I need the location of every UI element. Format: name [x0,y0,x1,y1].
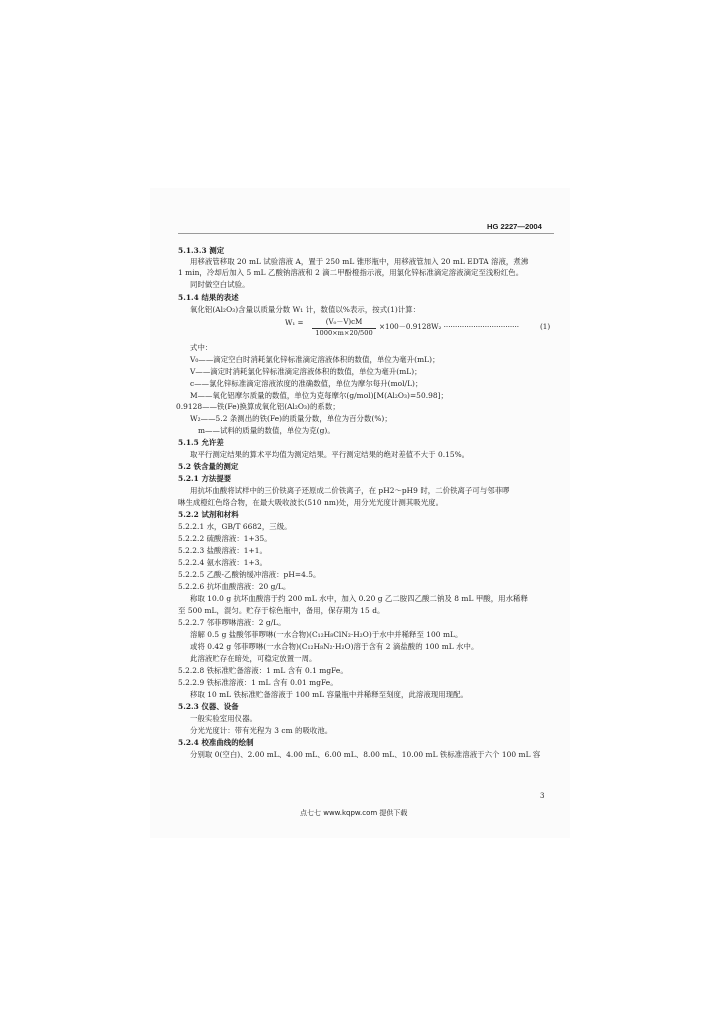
body-text-line: 氧化铝(Al₂O₃)含量以质量分数 W₁ 计，数值以%表示，按式(1)计算： [190,305,421,314]
body-text-line: 分光光度计：带有光程为 3 cm 的吸收池。 [190,726,333,735]
section-heading: 5.1.3.3 测定 [178,246,225,255]
body-text-line: 5.2.2.6 抗坏血酸溶液：20 g/L。 [178,582,291,591]
body-text-line: 一般实验室用仪器。 [190,714,257,723]
body-text-line: 至 500 mL，混匀。贮存于棕色瓶中，备用，保存期为 15 d。 [178,606,385,615]
body-text-line: 5.2.2.9 铁标准溶液：1 mL 含有 0.01 mgFe。 [178,678,338,687]
section-heading: 5.2.4 校准曲线的绘制 [178,738,254,747]
body-text-line: 5.2.2.8 铁标准贮备溶液：1 mL 含有 0.1 mgFe。 [178,666,348,675]
section-heading: 5.1.4 结果的表述 [178,293,239,302]
body-text-line: 5.2.2.7 邻菲啰啉溶液：2 g/L。 [178,618,286,627]
body-text-line: 溶解 0.5 g 盐酸邻菲啰啉(一水合物)(C₁₂H₈ClN₂·H₂O)于水中并稀释至 100 mL。 [190,630,463,639]
body-text-line: 5.2.2.1 水，GB/T 6682，三级。 [178,522,292,531]
body-text-line: 5.2.2.3 盐酸溶液：1+1。 [178,546,267,555]
standard-code: HG 2227—2004 [487,222,542,231]
header-rule [178,233,554,234]
body-text-line: 式中： [190,343,213,352]
body-text-line: c——氯化锌标准滴定溶液浓度的准确数值，单位为摩尔每升(mol/L)； [190,379,423,388]
section-heading: 5.2.3 仪器、设备 [178,702,239,711]
formula-rest: ×100－0.9128W₂ ································· [379,322,520,331]
body-text-line: 0.9128——铁(Fe)换算成氧化铝(Al₂O₃)的系数； [176,402,340,411]
body-text-line: 5.2.2.4 氨水溶液：1+3。 [178,558,267,567]
body-text-line: 同时做空白试验。 [190,280,250,289]
body-text-line: 称取 10.0 g 抗坏血酸溶于约 200 mL 水中，加入 0.20 g 乙二胺四乙酸二钠及 8 mL 甲酸，用水稀释 [190,594,528,603]
section-heading: 5.1.5 允许差 [178,438,224,447]
section-heading: 5.2.1 方法提要 [178,474,232,483]
formula-numerator: (V₀－V)cM [325,318,363,326]
body-text-line: 此溶液贮存在暗处，可稳定放置一周。 [190,654,317,663]
body-text-line: 取平行测定结果的算术平均值为测定结果。平行测定结果的绝对差值不大于 0.15%。 [190,450,470,459]
section-heading: 5.2.2 试剂和材料 [178,510,239,519]
body-text-line: 或将 0.42 g 邻菲啰啉(一水合物)(C₁₂H₈N₂·H₂O)溶于含有 2 滴盐酸的 100 mL 水中。 [190,642,479,651]
formula-lhs: W₁ = [285,318,304,327]
section-heading: 5.2 铁含量的测定 [178,462,239,471]
footer-download-note: 点七七 www.kqpw.com 提供下载 [300,809,408,817]
body-text-line: M——氧化铝摩尔质量的数值，单位为克每摩尔(g/mol)[M(Al₂O₃)=50.98]； [190,391,448,400]
body-text-line: V——滴定时消耗氯化锌标准滴定溶液体积的数值，单位为毫升(mL)； [190,367,422,376]
body-text-line: 移取 10 mL 铁标准贮备溶液于 100 mL 容量瓶中并稀释至刻度，此溶液现用现配。 [190,690,468,699]
body-text-line: 1 min，冷却后加入 5 mL 乙酸钠溶液和 2 滴二甲酚橙指示液，用氯化锌标准滴定溶液滴定至浅粉红色。 [178,268,524,277]
body-text-line: m——试料的质量的数值，单位为克(g)。 [198,426,335,435]
body-text-line: 用抗坏血酸将试样中的三价铁离子还原成二价铁离子，在 pH2～pH9 时，二价铁离子可与邻菲啰 [190,486,510,495]
formula-number: (1) [540,322,551,331]
body-text-line: 啉生成橙红色络合物，在最大吸收波长(510 nm)处，用分光光度计测其吸光度。 [178,498,444,507]
body-text-line: V₀——滴定空白时消耗氯化锌标准滴定溶液体积的数值，单位为毫升(mL)； [190,355,440,364]
body-text-line: 5.2.2.5 乙酸-乙酸钠缓冲溶液：pH=4.5。 [178,570,321,579]
formula-denominator: 1000×m×20/500 [315,329,373,337]
body-text-line: W₂——5.2 条测出的铁(Fe)的质量分数，单位为百分数(%)； [190,414,392,423]
body-text-line: 5.2.2.2 硫酸溶液：1+35。 [178,534,272,543]
body-text-line: 分别取 0(空白)、2.00 mL、4.00 mL、6.00 mL、8.00 mL、10.00 mL 铁标准溶液于六个 100 mL 容 [190,750,541,759]
page-number: 3 [540,792,545,800]
body-text-line: 用移液管移取 20 mL 试验溶液 A，置于 250 mL 锥形瓶中，用移液管加入 20 mL EDTA 溶液，煮沸 [190,257,529,266]
